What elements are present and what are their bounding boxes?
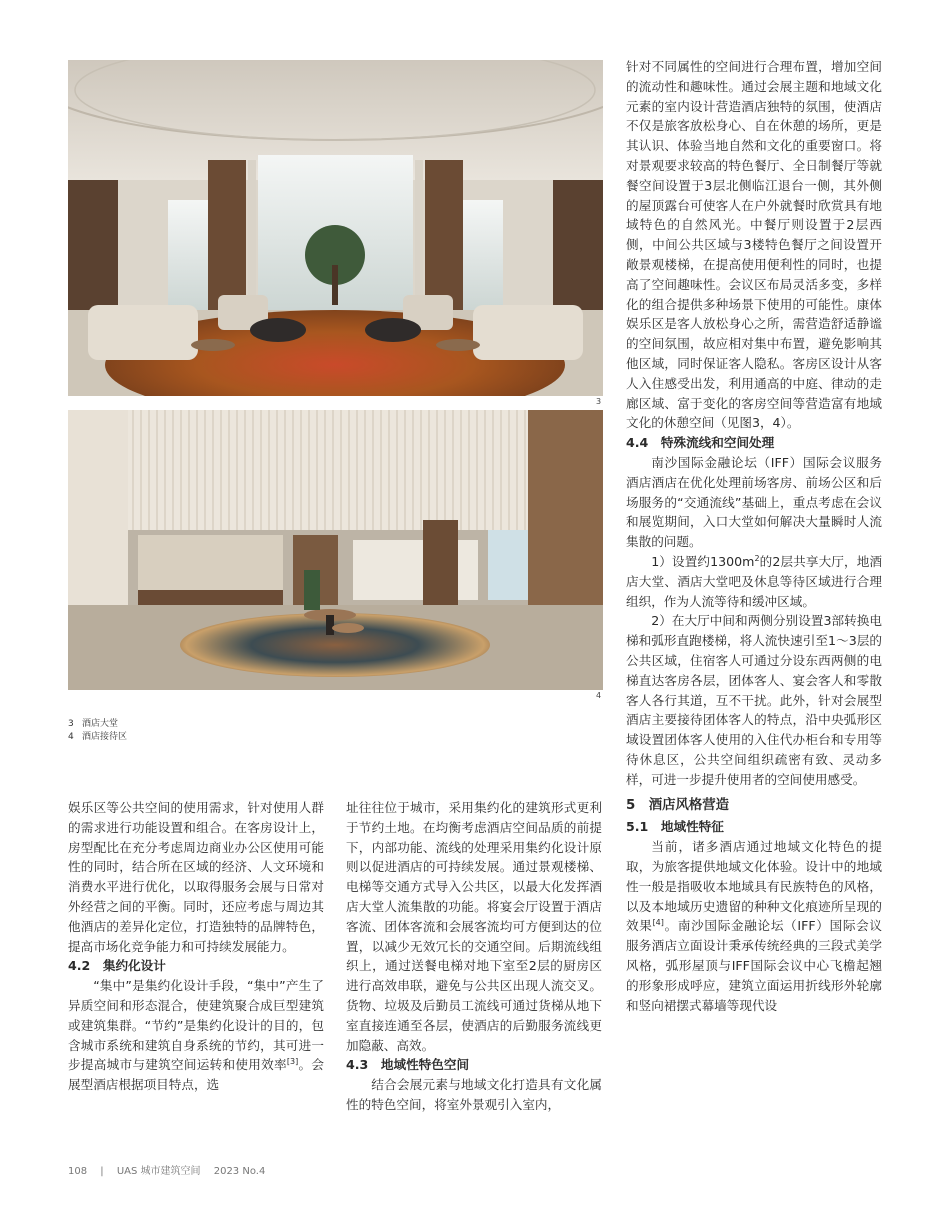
section-heading-4-3: 4.3 地域性特色空间 <box>346 1057 470 1073</box>
reception-illustration <box>68 410 603 690</box>
figure-captions <box>68 718 127 744</box>
footer-separator: | <box>100 1166 104 1177</box>
citation: [3] <box>286 1057 299 1067</box>
paragraph: 结合会展元素与地域文化打造具有文化属性的特色空间，将室外景观引入室内， <box>346 1077 602 1112</box>
section-heading-4-4: 4.4 特殊流线和空间处理 <box>626 435 775 451</box>
journal-issue: 2023 No.4 <box>213 1166 266 1177</box>
paragraph: 针对不同属性的空间进行合理布置，增加空间的流动性和趣味性。通过会展主题和地域文化元素的室内设计营造酒店独特的氛围，使酒店不仅是旅客放松身心、自在休憩的场所，更是其认识、体验当地自然和文化的重要窗口。将对景观要求较高的特色餐厅、全日制餐厅等就餐空间设置于3层北侧临江退台一侧，其外侧的屋顶露台可使客人在户外就餐时欣赏具有地域特色的自然风光。中餐厅则设置于2层西侧，中间公共区域与3楼特色餐厅之间设置开敞景观楼梯，在提高使用便利性的同时，也提高了空间趣味性。会议区布局灵活多变，多样化的组合提供多种场景下使用的可能性。康体娱乐区是客人放松身心之所，需营造舒适静谧的空间氛围，故应相对集中布置，避免影响其他区域，同时保证客人隐私。客房区设计从客人入住感受出发，利用通高的中庭、律动的走廊区域、富于变化的客房空间等营造富有地域文化的休憩空间（见图3，4）。 <box>626 59 882 431</box>
figure-3-hotel-lobby-photo <box>68 60 603 396</box>
journal-name: UAS 城市建筑空间 <box>116 1166 201 1177</box>
paragraph: 当前，诸多酒店通过地域文化特色的提取，为旅客提供地域文化体验。设计中的地域性一般是指吸收本地域具有民族特色的风格，以及本地域历史遗留的种种文化痕迹所呈现的效果[4]。南沙国际金融论坛（IFF）国际会议服务酒店立面设计秉承传统经典的三段式美学风格，弧形屋顶与IFF国际会议中心飞檐起翘的形象形成呼应，建筑立面运用折线形外轮廓和竖向裙摆式幕墙等现代设 <box>626 839 883 1013</box>
text-column-left <box>68 798 324 1095</box>
citation: [4] <box>652 918 664 928</box>
paragraph: 1）设置约$1300m^2$的2层共享大厅，地酒店大堂、酒店大堂吧及休息等待区域进行合理组织，作为人流等待和缓冲区域。 <box>626 553 882 609</box>
page-number: 108 <box>68 1166 88 1177</box>
caption-4: 4 酒店接待区 <box>68 732 128 742</box>
paragraph: 南沙国际金融论坛（IFF）国际会议服务酒店酒店在优化处理前场客房、前场公区和后场服务的“交通流线”基础上，重点考虑在会议和展览期间，入口大堂如何解决大量瞬时人流集散的问题。 <box>626 454 882 550</box>
page-footer <box>68 1162 275 1177</box>
figure-4-number: 4 <box>596 691 602 700</box>
paragraph: 2）在大厅中间和两侧分别设置3部转换电梯和弧形直跑楼梯，将人流快速引至1～3层的公共区域，住宿客人可通过分设东西两侧的电梯直达客房各层，团体客人、宴会客人和零散客人各行其道，互不干扰。此外，针对会展型酒店主要接待团体客人的特点，沿中央弧形区域设置团体客人使用的入住代办柜台和专用等待休息区，公共空间组织疏密有致、灵动多样，可进一步提升使用者的空间使用感受。 <box>626 613 882 787</box>
paragraph: “集中”是集约化设计手段，“集中”产生了异质空间和形态混合，使建筑聚合成巨型建筑或建筑集群。“节约”是集约化设计的目的，包含城市系统和建筑自身系统的节约，其可进一步提高城市与建筑空间运转和使用效率[3]。会展型酒店根据项目特点，选 <box>68 978 325 1093</box>
paragraph: 址往往位于城市，采用集约化的建筑形式更利于节约土地。在均衡考虑酒店空间品质的前提下，内部功能、流线的处理采用集约化设计原则以促进酒店的可持续发展。通过景观楼梯、电梯等交通方式导入公共区，以最大化发挥酒店大堂人流集散的功能。将宴会厅设置于酒店客流、团体客流和会展客流均可方便到达的位置，以减少无效冗长的交通空间。后期流线组织上，通过送餐电梯对地下室至2层的厨房区进行高效串联，避免与公共区出现人流交叉。货物、垃圾及后勤员工流线可通过货梯从地下室直接连通至各层，使酒店的后勤服务流线更加隐蔽、高效。 <box>346 800 602 1053</box>
figure-4-reception-photo <box>68 410 603 690</box>
section-heading-5: 5 酒店风格营造 <box>626 798 730 814</box>
caption-3: 3 酒店大堂 <box>68 719 119 729</box>
paragraph: 娱乐区等公共空间的使用需求，针对使用人群的需求进行功能设置和组合。在客房设计上，房型配比在充分考虑周边商业办公区使用可能性的同时，结合所在区域的经济、人文环境和消费水平进行优化，以取得服务会展与日常对外经营之间的平衡。同时，还应考虑与周边其他酒店的差异化定位，打造独特的品牌特色，提高市场化竞争能力和可持续发展能力。 <box>68 800 324 954</box>
figure-3-number: 3 <box>596 397 602 406</box>
text-column-right <box>626 57 882 1015</box>
lobby-illustration <box>68 60 603 396</box>
section-heading-5-1: 5.1 地域性特征 <box>626 819 724 835</box>
text-column-middle <box>346 798 602 1115</box>
section-heading-4-2: 4.2 集约化设计 <box>68 958 166 974</box>
